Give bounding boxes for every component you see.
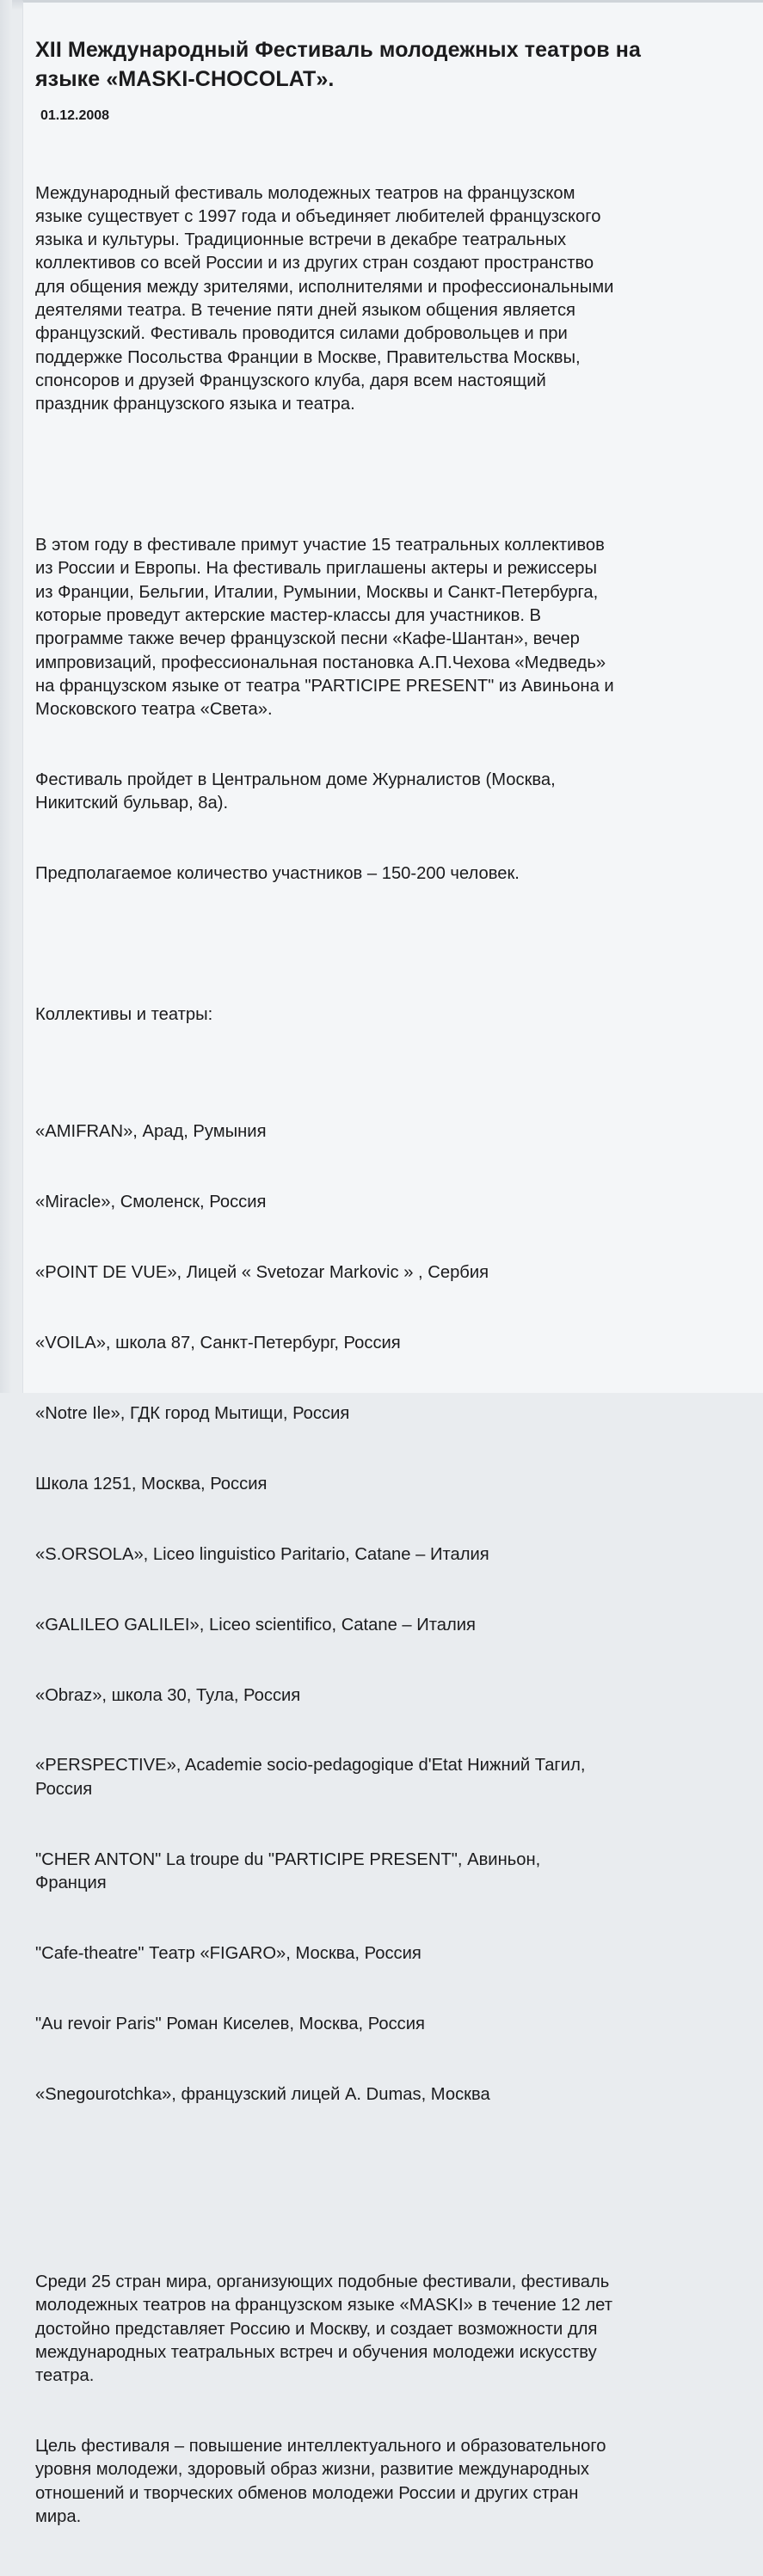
troupes-list bbox=[35, 1074, 758, 2154]
troupe-item: "Cafe-theatre" Театр «FIGARO», Москва, Россия bbox=[35, 1943, 421, 1963]
troupe-item: «Miracle», Смоленск, Россия bbox=[35, 1193, 267, 1212]
venue-paragraph: Фестиваль пройдет в Центральном доме Журналистов (Москва, Никитский бульвар, 8а). bbox=[35, 770, 556, 813]
troupe-item: «VOILA», школа 87, Санкт-Петербург, Россия bbox=[35, 1334, 401, 1353]
troupe-item: «S.ORSOLA», Liceo linguistico Paritario, Catane – Италия bbox=[35, 1544, 489, 1564]
troupe-item: «Notre Ile», ГДК город Мытищи, Россия bbox=[35, 1404, 350, 1424]
article-title: XII Международный Фестиваль молодежных театров на языке «MASKI-CHOCOLAT». bbox=[35, 38, 641, 91]
participants-count: Предполагаемое количество участников – 150-200 человек. bbox=[35, 864, 520, 884]
program-paragraph: В этом году в фестивале примут участие 15 театральных коллективов из России и Европы. На фестиваль приглашены актеры и режиссеры из Франции, Бельгии, Италии, Румынии, Москвы и Санкт-Петербурга, которые проведут актерские мастер-классы для участников. В программе также вечер французской песни «Кафе-Шантан», вечер импровизаций, профессиональная постановка А.П.Чехова «Медведь» на французском языке от театра "PARTICIPE PRESENT" из Авиньона и Московского театра «Света». bbox=[35, 536, 614, 720]
troupe-item: «Obraz», школа 30, Тула, Россия bbox=[35, 1685, 301, 1705]
troupe-item: «GALILEO GALILEI», Liceo scientifico, Catane – Италия bbox=[35, 1615, 476, 1635]
paragraph-spacer bbox=[35, 463, 758, 487]
troupe-item: «AMIFRAN», Арад, Румыния bbox=[35, 1122, 267, 1142]
intro-paragraph: Международный фестиваль молодежных театров на французском языке существует с 1997 года и объединяет любителей французского языка и культуры. Традиционные встречи в декабре театральных коллективов со всей России и из других стран создают пространство для общения между зрителями, исполнителями и профессиональными деятелями театра. В течение пяти дней языком общения является французский. Фестиваль проводится силами добровольцев и при поддержке Посольства Франции в Москве, Правительства Москвы, спонсоров и друзей Французского клуба, даря всем настоящий праздник французского языка и театра. bbox=[35, 183, 614, 414]
troupe-item: «POINT DE VUE», Лицей « Svetozar Markovic » , Сербия bbox=[35, 1263, 489, 1283]
troupes-heading: Коллективы и театры: bbox=[35, 1004, 213, 1024]
troupe-item: "CHER ANTON" La troupe du "PARTICIPE PRESENT", Авиньон, Франция bbox=[35, 1849, 541, 1892]
paragraph-spacer bbox=[35, 933, 758, 956]
troupe-item: «PERSPECTIVE», Academie socio-pedagogique d'Etat Нижний Тагил, Россия bbox=[35, 1756, 586, 1799]
article-date: 01.12.2008 bbox=[40, 108, 110, 123]
troupe-item: «Snegourotchka», французский лицей A. Dumas, Москва bbox=[35, 2084, 490, 2104]
article-page bbox=[22, 0, 763, 2526]
article-body bbox=[35, 135, 758, 2576]
scan-edge-left bbox=[0, 0, 12, 1393]
troupe-item: "Au revoir Paris" Роман Киселев, Москва, Россия bbox=[35, 2014, 425, 2033]
troupe-item: Школа 1251, Москва, Россия bbox=[35, 1474, 268, 1493]
countries-paragraph: Среди 25 стран мира, организующих подобные фестивали, фестиваль молодежных театров на французском языке «MASKI» в течение 12 лет достойно представляет Россию и Москву, и создает возможности для международных театральных встреч и обучения молодежи искусству театра. bbox=[35, 2272, 612, 2386]
paragraph-spacer bbox=[35, 2200, 758, 2223]
goal-paragraph: Цель фестиваля – повышение интеллектуального и образовательного уровня молодежи, здоровый образ жизни, развитие международных отношений и творческих обменов молодежи России и других стран мира. bbox=[35, 2437, 606, 2526]
